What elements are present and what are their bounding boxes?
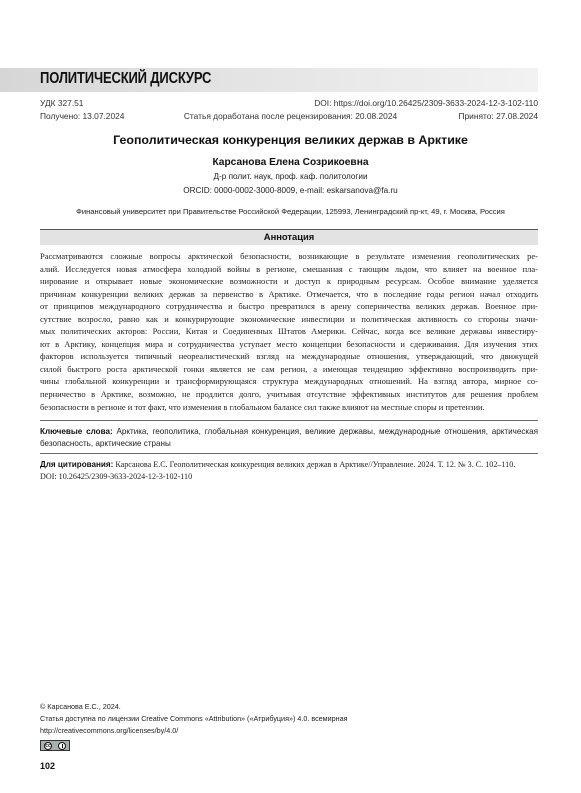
- abstract-line: алий. Исследуется новая атмосфера холодной войны в регионе, смешанная с тающим льдом, что влияет на военное пла-: [40, 263, 538, 274]
- journal-section-title: ПОЛИТИЧЕСКИЙ ДИСКУРС: [40, 70, 212, 87]
- abstract-line: Рассматриваются сложные вопросы арктической безопасности, возникающие в результате изменения геополитических ре-: [40, 251, 538, 261]
- abstract-text: [40, 250, 538, 413]
- author-position: Д-р полит. наук, проф. каф. политологии: [213, 172, 368, 181]
- author-affiliation: Финансовый университет при Правительстве Российской Федерации, 125993, Ленинградский пр-кт, 49, г. Москва, Россия: [76, 207, 505, 216]
- abstract-line: чины глобальной конкуренции и трансформирующаяся структура международных отношений. На взгляд автора, мирное со-: [40, 376, 538, 387]
- author-name: Карсанова Елена Созрикоевна: [212, 157, 369, 168]
- page-number: 102: [40, 761, 56, 771]
- abstract-line: причинам конкуренции великих держав за первенство в Арктике. Отмечается, что в последние годы регион начал отходить: [40, 288, 538, 299]
- abstract-line: перничество в Арктике, возможно, не продлится долго, учитывая отсутствие эффективных институтов для решения проблем: [40, 389, 538, 400]
- abstract-line: ют в Арктику, концепция мира и сотрудничества уступает место концепции безопасности и сдерживания. Для изучения этих: [40, 338, 538, 349]
- author-contacts: ORCID: 0000-0002-3000-8009, e-mail: eskarsanova@fa.ru: [183, 186, 398, 195]
- abstract-line: от принципов международного сотрудничества и быстро превратился в арену соперничества великих держав. Военное при-: [40, 301, 538, 312]
- abstract-line: сутствие возросло, равно как и конкурирующие экономические инвестиции и политическая активность со стороны значи-: [40, 313, 538, 324]
- license-notice: Статья доступна по лицензии Creative Commons «Attribution» («Атрибуция») 4.0. всемирная: [40, 714, 348, 723]
- abstract-heading: Аннотация: [263, 231, 315, 242]
- paper-title: Геополитическая конкуренция великих держав в Арктике: [113, 133, 468, 147]
- received-date: Получено: 13.07.2024: [40, 111, 125, 121]
- abstract-line: безопасности в регионе и тот факт, что изменения в глобальном балансе сил также влияют на местные споры и претензии.: [40, 401, 485, 412]
- abstract-line: факторов используется типичный неореалистический взгляд на международные отношения, утверждающий, что движущей: [40, 351, 538, 362]
- keywords-label: Ключевые слова:: [40, 427, 113, 436]
- by-attribution-icon: [58, 742, 66, 750]
- revised-date: Статья доработана после рецензирования: 20.08.2024: [183, 111, 398, 121]
- divider: [40, 453, 538, 454]
- cc-by-badge-icon: [40, 740, 70, 751]
- citation-doi: DOI: 10.26425/2309-3633-2024-12-3-102-110: [40, 472, 193, 482]
- accepted-date: Принято: 27.08.2024: [458, 111, 538, 121]
- divider: [40, 420, 538, 421]
- citation-label: Для цитирования:: [40, 460, 114, 469]
- keywords-text-continued: безопасность, арктические страны: [40, 439, 171, 449]
- copyright-notice: © Карсанова Е.С., 2024.: [40, 702, 121, 711]
- cc-icon: cc: [45, 742, 51, 749]
- udc-code: УДК 327.51: [40, 98, 84, 108]
- keywords-block: [40, 426, 538, 451]
- abstract-line: силой быстрого роста арктической гонки является не сам регион, а имеющая тенденцию эффективно воспроизводить при-: [40, 363, 538, 374]
- citation-block: [40, 459, 538, 484]
- citation-text: Карсанова Е.С. Геополитическая конкуренция великих держав в Арктике//Управление. 2024. Т. 12. № 3. С. 102–110.: [113, 460, 516, 469]
- keywords-text: Арктика, геополитика, глобальная конкуренция, великие державы, международные отношения, арктическая: [112, 427, 538, 436]
- doi-link[interactable]: DOI: https://doi.org/10.26425/2309-3633-2024-12-3-102-110: [314, 98, 538, 108]
- abstract-line: мых политических акторов: России, Китая и Соединенных Штатов Америки. Сейчас, когда все великие державы инвестиру-: [40, 326, 538, 337]
- abstract-line: нирование и открывает новые экономические возможности и доступ к природным ресурсам. Особое внимание уделяется: [40, 276, 538, 287]
- license-url[interactable]: http://creativecommons.org/licenses/by/4.0/: [40, 726, 179, 735]
